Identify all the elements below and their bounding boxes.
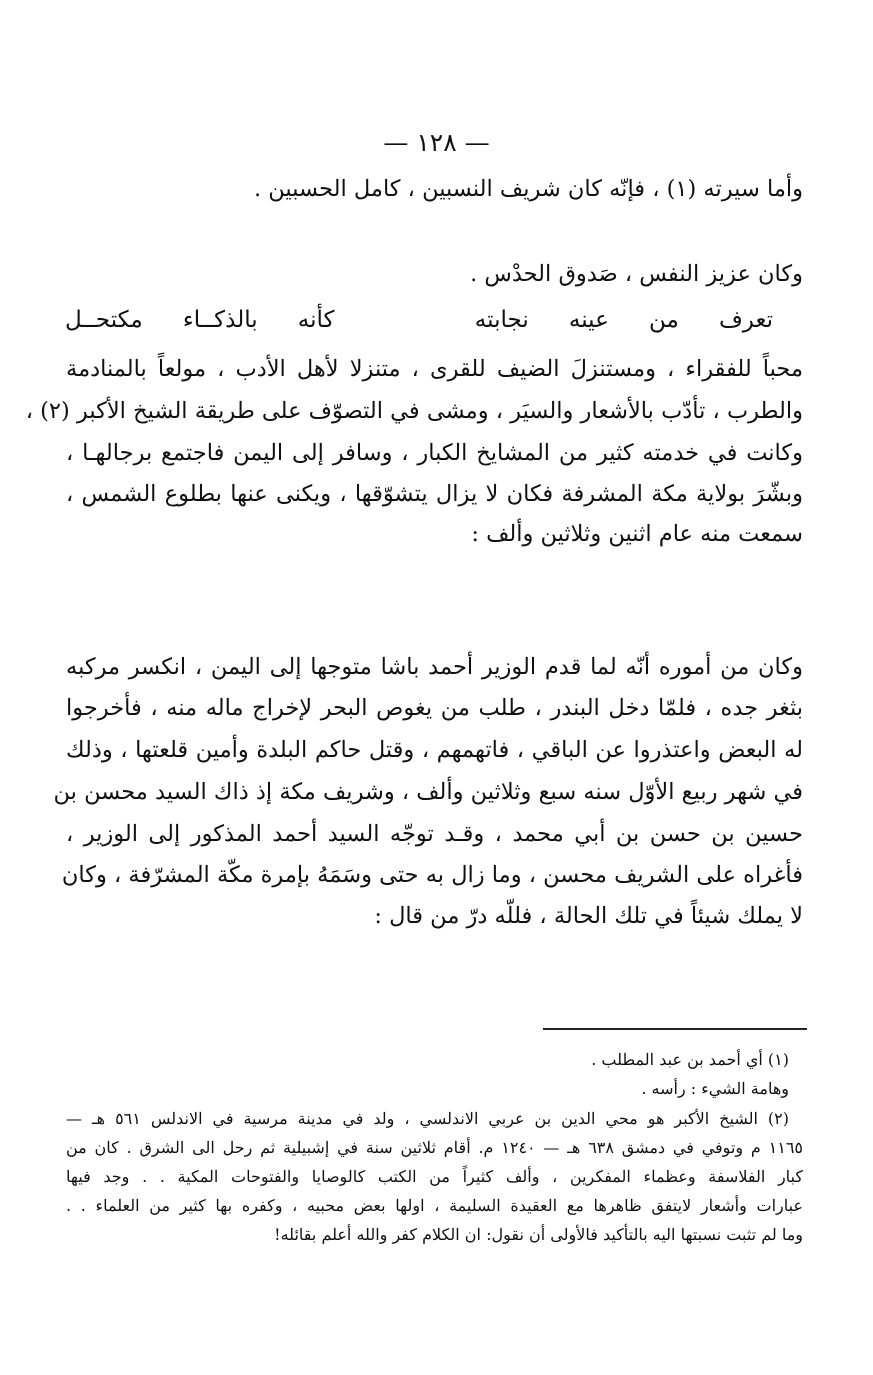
text-line: في شهر ربيع الأوّل سنه سبع وثلاثين وألف ، وشريف مكة إذ ذاك السيد محسن بن (53, 779, 803, 805)
footnote-1: (١) أي أحمد بن عبد المطلب . (591, 1050, 789, 1069)
text-line: والطرب ، تأدّب بالأشعار والسيَر ، ومشى في التصوّف على طريقة الشيخ الأكبر (٢) ، (25, 398, 803, 424)
verse-2 (65, 303, 773, 337)
footnote-2-line: (٢) الشيخ الأكبر هو محي الدين بن عربي الاندلسي ، ولد في مدينة مرسية في الاندلس ٥٦١ هـ — (66, 1109, 789, 1128)
verse-word: عينه (568, 307, 609, 333)
footnote-2-line: وما لم تثبت نسبتها اليه بالتأكيد فالأولى أن نقول: ان الكلام كفر والله أعلم بقائله! (274, 1225, 803, 1244)
text-line: محباً للفقراء ، ومستنزلَ الضيف للقرى ، متنزلا لأهل الأدب ، مولعاً بالمنادمة (66, 356, 803, 382)
footnote-1-note: وهامة الشيء : رأسه . (641, 1079, 789, 1098)
footnote-2-line: عبارات وأشعار لايتفق ظاهرها مع العقيدة السليمة ، اولها بعض محبيه ، وكفره بها كثير من العلماء . . (66, 1196, 803, 1215)
footnote-2-line: كبار الفلاسفة وعظماء المفكرين ، وألف كثيراً من الكتب كالوصايا والفتوحات المكية . . وجد فيها (66, 1167, 804, 1186)
text-line: وبشّرَ بولاية مكة المشرفة فكان لا يزال يتشوّقها ، ويكنى عنها بطلوع الشمس ، (66, 481, 803, 507)
verse-word: بالذكــاء (182, 307, 258, 333)
text-line: لا يملك شيئاً في تلك الحالة ، فللّه درّ من قال : (374, 903, 803, 929)
verse-word: من (648, 307, 679, 333)
text-line: له البعض واعتذروا عن الباقي ، فاتهمهم ، وقتل حاكم البلدة وأمين قلعتها ، وذلك (66, 737, 803, 763)
text-line: سمعت منه عام اثنين وثلاثين وألف : (471, 521, 803, 547)
footnote-divider (543, 1028, 807, 1030)
text-line: وكان من أموره أنّه لما قدم الوزير أحمد باشا متوجها إلى اليمن ، انكسر مركبه (66, 654, 803, 680)
verse-word: مكتحــل (65, 307, 143, 333)
text-line: وكانت في خدمته كثير من المشايخ الكبار ، وسافر إلى اليمن فاجتمع برجالهـا ، (66, 440, 803, 466)
verse-word: كأنه (297, 307, 335, 333)
verse-word: تعرف (718, 307, 773, 333)
text-line: وأما سيرته (١) ، فإنّه كان شريف النسبين ، كامل الحسبين . (253, 176, 803, 202)
text-line: بثغر جده ، فلمّا دخل البندر ، طلب من يغوص البحر لإخراج ماله منه ، فأخرجوا (66, 695, 803, 721)
text-line: فأغراه على الشريف محسن ، وما زال به حتى وسَمَهُ بإمرة مكّة المشرّفة ، وكان (61, 862, 803, 888)
footnote-2-line: ١١٦٥ م وتوفي في دمشق ٦٣٨ هـ — ١٢٤٠ م. أقام ثلاثين سنة في إشبيلية ثم رحل الى الشرق . كان من (66, 1138, 804, 1157)
verse-word: نجابته (474, 307, 529, 333)
page-number: — ١٢٨ — (383, 128, 490, 157)
text-line: وكان عزيز النفس ، صَدوق الحدْس . (470, 261, 803, 287)
text-line: حسين بن حسن بن أبي محمد ، وقـد توجّه السيد أحمد المذكور إلى الوزير ، (66, 821, 803, 847)
